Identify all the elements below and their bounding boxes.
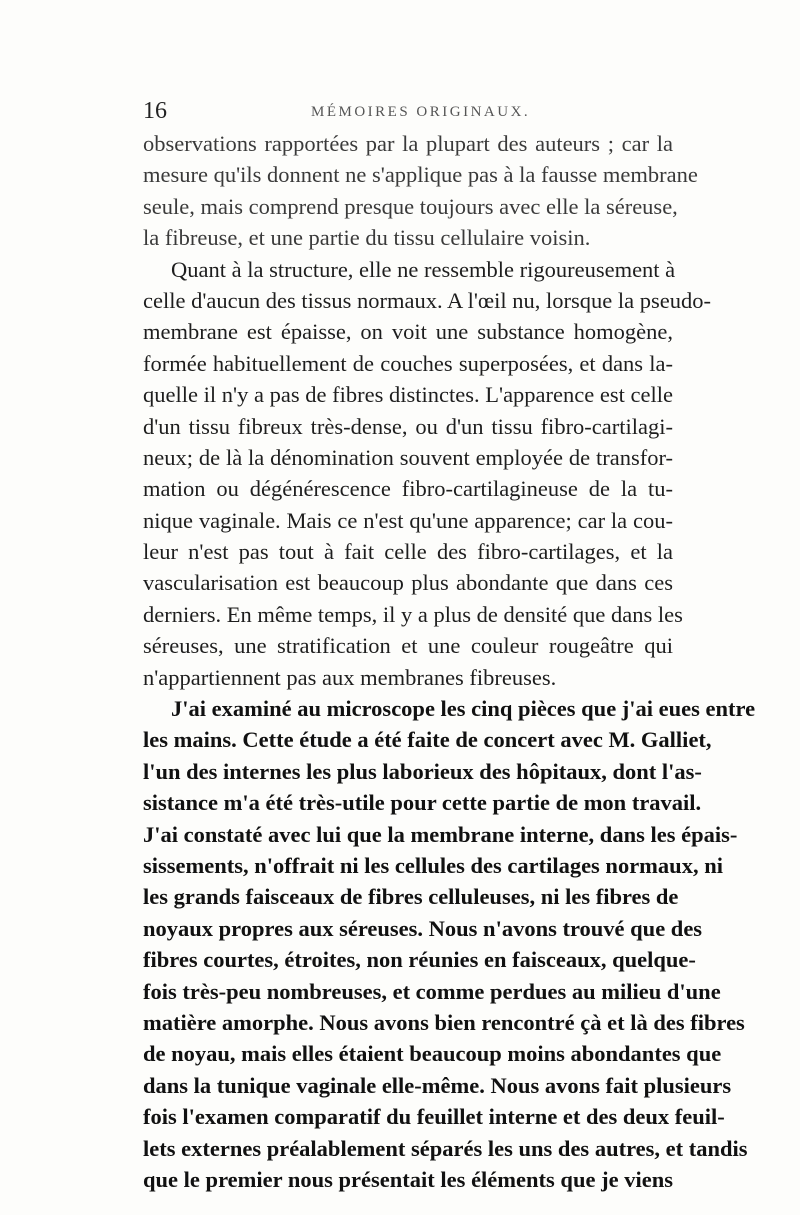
text-line: séreuses, une stratification et une couleur rougeâtre qui: [143, 633, 673, 659]
text-line: les grands faisceaux de fibres celluleuses, ni les fibres de: [143, 884, 679, 910]
text-line: Quant à la structure, elle ne ressemble rigoureusement à: [171, 256, 676, 282]
text-line: mation ou dégénérescence fibro-cartilagineuse de la tu-: [143, 476, 673, 502]
text-line: neux; de là la dénomination souvent employée de transfor-: [143, 444, 673, 470]
text-line: observations rapportées par la plupart des auteurs ; car la: [143, 131, 673, 156]
text-line: fibres courtes, étroites, non réunies en faisceaux, quelque-: [143, 947, 696, 973]
text-line: sistance m'a été très-utile pour cette partie de mon travail.: [143, 790, 702, 816]
text-line: lets externes préalablement séparés les uns des autres, et tandis: [143, 1135, 748, 1161]
running-head: [143, 96, 663, 126]
text-line: d'un tissu fibreux très-dense, ou d'un tissu fibro-cartilagi-: [143, 413, 673, 439]
text-line: que le premier nous présentait les éléments que je viens: [143, 1166, 673, 1192]
text-line: l'un des internes les plus laborieux des hôpitaux, dont l'as-: [143, 758, 702, 784]
text-line: J'ai constaté avec lui que la membrane interne, dans les épais-: [143, 821, 738, 847]
text-line: derniers. En même temps, il y a plus de densité que dans les: [143, 601, 683, 627]
text-line: de noyau, mais elles étaient beaucoup moins abondantes que: [143, 1041, 722, 1067]
text-line: les mains. Cette étude a été faite de concert avec M. Galliet,: [143, 727, 712, 753]
body-text: [143, 128, 756, 1195]
text-line: vascularisation est beaucoup plus abondante que dans ces: [143, 570, 673, 596]
text-line: nique vaginale. Mais ce n'est qu'une apparence; car la cou-: [143, 507, 673, 533]
text-line: J'ai examiné au microscope les cinq pièces que j'ai eues entre: [171, 696, 756, 722]
text-line: dans la tunique vaginale elle-même. Nous avons fait plusieurs: [143, 1072, 732, 1098]
text-line: quelle il n'y a pas de fibres distinctes. L'apparence est celle: [143, 382, 673, 408]
text-line: fois très-peu nombreuses, et comme perdues au milieu d'une: [143, 978, 721, 1004]
text-line: la fibreuse, et une partie du tissu cellulaire voisin.: [143, 225, 591, 251]
text-line: formée habituellement de couches superposées, et dans la-: [143, 350, 673, 376]
text-line: leur n'est pas tout à fait celle des fibro-cartilages, et la: [143, 539, 673, 565]
text-line: celle d'aucun des tissus normaux. A l'œil nu, lorsque la pseudo-: [143, 287, 712, 313]
text-line: membrane est épaisse, on voit une substance homogène,: [143, 319, 673, 345]
text-line: fois l'examen comparatif du feuillet interne et des deux feuil-: [143, 1104, 725, 1130]
text-line: mesure qu'ils donnent ne s'applique pas à la fausse membrane: [143, 162, 698, 188]
text-line: matière amorphe. Nous avons bien rencontré çà et là des fibres: [143, 1009, 745, 1035]
text-line: seule, mais comprend presque toujours avec elle la séreuse,: [143, 193, 678, 219]
text-line: noyaux propres aux séreuses. Nous n'avons trouvé que des: [143, 915, 703, 941]
text-line: n'appartiennent pas aux membranes fibreuses.: [143, 664, 557, 690]
running-title: MÉMOIRES ORIGINAUX.: [311, 104, 531, 120]
page-number: 16: [143, 98, 167, 124]
text-line: sissements, n'offrait ni les cellules des cartilages normaux, ni: [143, 852, 723, 878]
